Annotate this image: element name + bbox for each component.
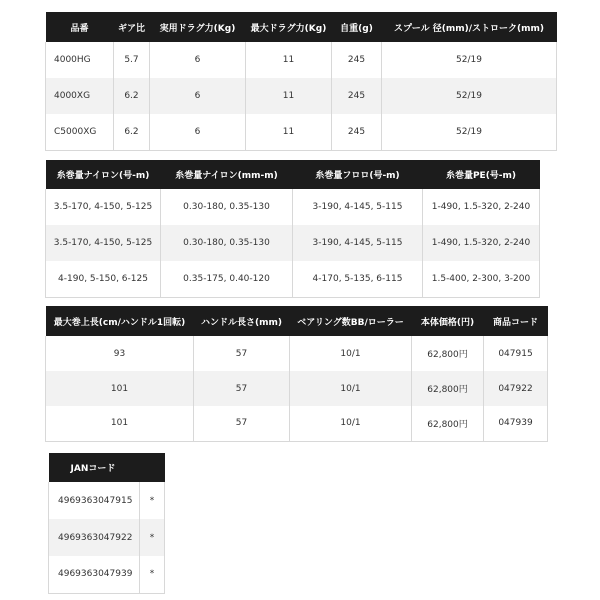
cell-nylon-go: 3.5-170, 4-150, 5-125	[46, 189, 161, 225]
header-bearings: ベアリング数BB/ローラー	[290, 306, 412, 336]
cell-product-code: 047915	[484, 336, 548, 371]
table-row	[46, 114, 557, 150]
cell-jan-mark: *	[140, 519, 165, 556]
header-fluoro: 糸巻量フロロ(号-m)	[293, 160, 423, 189]
cell-nylon-go: 4-190, 5-150, 6-125	[46, 261, 161, 297]
table-row	[49, 519, 165, 556]
header-gear-ratio: ギア比	[114, 12, 150, 42]
cell-handle-length: 57	[194, 371, 290, 406]
header-nylon-mm: 糸巻量ナイロン(mm-m)	[161, 160, 293, 189]
cell-jan-code: 4969363047915	[49, 482, 140, 519]
cell-weight: 245	[332, 114, 382, 150]
spec-table-header-row	[46, 12, 557, 42]
table-row	[46, 78, 557, 114]
cell-price: 62,800円	[412, 406, 484, 441]
cell-jan-code: 4969363047922	[49, 519, 140, 556]
cell-price: 62,800円	[412, 336, 484, 371]
table-row	[46, 406, 548, 441]
cell-bearings: 10/1	[290, 406, 412, 441]
header-model: 品番	[46, 12, 114, 42]
header-price: 本体価格(円)	[412, 306, 484, 336]
cell-max-retrieve: 101	[46, 406, 194, 441]
jan-table-header-row	[49, 453, 165, 482]
cell-gear-ratio: 5.7	[114, 42, 150, 78]
cell-price: 62,800円	[412, 371, 484, 406]
cell-product-code: 047939	[484, 406, 548, 441]
cell-handle-length: 57	[194, 406, 290, 441]
table-row	[46, 189, 540, 225]
cell-pe: 1-490, 1.5-320, 2-240	[423, 189, 540, 225]
cell-jan-code: 4969363047939	[49, 556, 140, 593]
table-row	[46, 336, 548, 371]
table-row	[49, 482, 165, 519]
cell-pe: 1-490, 1.5-320, 2-240	[423, 225, 540, 261]
cell-model: 4000XG	[46, 78, 114, 114]
cell-weight: 245	[332, 42, 382, 78]
spec-table	[45, 12, 557, 151]
line-table-header-row	[46, 160, 540, 189]
header-max-drag: 最大ドラグ力(Kg)	[246, 12, 332, 42]
cell-bearings: 10/1	[290, 336, 412, 371]
cell-practical-drag: 6	[150, 42, 246, 78]
header-max-retrieve: 最大巻上長(cm/ハンドル1回転)	[46, 306, 194, 336]
cell-nylon-mm: 0.35-175, 0.40-120	[161, 261, 293, 297]
cell-spool-stroke: 52/19	[382, 42, 557, 78]
jan-code-table	[48, 453, 165, 594]
cell-product-code: 047922	[484, 371, 548, 406]
cell-fluoro: 3-190, 4-145, 5-115	[293, 225, 423, 261]
cell-weight: 245	[332, 78, 382, 114]
price-table	[45, 306, 548, 442]
cell-handle-length: 57	[194, 336, 290, 371]
cell-nylon-go: 3.5-170, 4-150, 5-125	[46, 225, 161, 261]
cell-max-drag: 11	[246, 114, 332, 150]
header-nylon-go: 糸巻量ナイロン(号-m)	[46, 160, 161, 189]
header-spool-stroke: スプール 径(mm)/ストローク(mm)	[382, 12, 557, 42]
header-product-code: 商品コード	[484, 306, 548, 336]
cell-jan-mark: *	[140, 482, 165, 519]
cell-gear-ratio: 6.2	[114, 78, 150, 114]
cell-pe: 1.5-400, 2-300, 3-200	[423, 261, 540, 297]
header-handle-length: ハンドル長さ(mm)	[194, 306, 290, 336]
cell-max-drag: 11	[246, 42, 332, 78]
header-pe: 糸巻量PE(号-m)	[423, 160, 540, 189]
cell-bearings: 10/1	[290, 371, 412, 406]
cell-practical-drag: 6	[150, 78, 246, 114]
cell-fluoro: 4-170, 5-135, 6-115	[293, 261, 423, 297]
table-row	[46, 371, 548, 406]
cell-max-drag: 11	[246, 78, 332, 114]
line-capacity-table	[45, 160, 540, 298]
header-weight: 自重(g)	[332, 12, 382, 42]
table-row	[49, 556, 165, 593]
cell-model: C5000XG	[46, 114, 114, 150]
cell-spool-stroke: 52/19	[382, 114, 557, 150]
cell-max-retrieve: 93	[46, 336, 194, 371]
cell-jan-mark: *	[140, 556, 165, 593]
cell-model: 4000HG	[46, 42, 114, 78]
table-row	[46, 42, 557, 78]
cell-nylon-mm: 0.30-180, 0.35-130	[161, 189, 293, 225]
cell-max-retrieve: 101	[46, 371, 194, 406]
table-row	[46, 261, 540, 297]
cell-practical-drag: 6	[150, 114, 246, 150]
cell-gear-ratio: 6.2	[114, 114, 150, 150]
price-table-header-row	[46, 306, 548, 336]
cell-spool-stroke: 52/19	[382, 78, 557, 114]
cell-nylon-mm: 0.30-180, 0.35-130	[161, 225, 293, 261]
cell-fluoro: 3-190, 4-145, 5-115	[293, 189, 423, 225]
table-row	[46, 225, 540, 261]
header-practical-drag: 実用ドラグ力(Kg)	[150, 12, 246, 42]
header-jan-code: JANコード	[49, 453, 165, 482]
